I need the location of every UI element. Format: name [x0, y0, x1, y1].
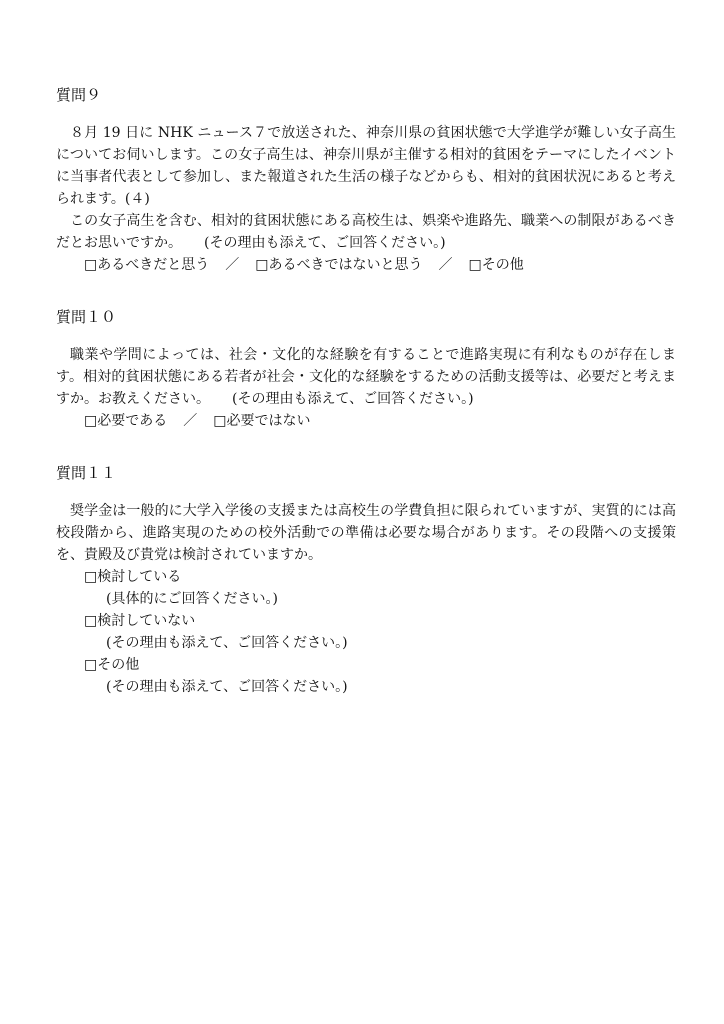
- question-10-prompt: [56, 344, 676, 410]
- question-9-prompt-text: この女子高生を含む、相対的貧困状態にある高校生は、娯楽や進路先、職業への制限があるべきだとお思いですか。: [56, 213, 676, 251]
- option-other-note: (その理由も添えて、ご回答ください。): [106, 679, 348, 695]
- option-should-be[interactable]: □あるべきだと思う: [84, 257, 210, 273]
- question-11-prompt: 奨学金は一般的に大学入学後の支援または高校生の学費負担に限られていますが、実質的には高校段階から、進路実現のための校外活動での準備は必要な場合があります。その段階への支援策を、貴殿及び貴党は検討されていますか。: [56, 503, 676, 563]
- option-considering-note: (具体的にご回答ください。): [106, 591, 278, 607]
- question-10-reason-note: (その理由も添えて、ご回答ください。): [232, 391, 474, 407]
- option-other[interactable]: □その他: [468, 257, 524, 273]
- option-not-necessary[interactable]: □必要ではない: [213, 413, 311, 429]
- option-separator: ／: [183, 413, 198, 429]
- option-considering[interactable]: □検討している: [84, 569, 182, 585]
- option-should-not-be[interactable]: □あるべきではないと思う: [255, 257, 423, 273]
- question-11: [56, 462, 676, 698]
- document-page: [56, 84, 676, 728]
- question-9-reason-note: (その理由も添えて、ご回答ください。): [204, 235, 446, 251]
- question-9-heading: 質問９: [56, 86, 102, 104]
- question-9-options: [56, 254, 676, 276]
- question-9: [56, 84, 676, 276]
- option-other[interactable]: □その他: [84, 657, 140, 673]
- question-10-options: [56, 410, 676, 432]
- question-9-context: ８月 19 日に NHK ニュース７で放送された、神奈川県の貧困状態で大学進学が難しい女子高生についてお伺いします。この女子高生は、神奈川県が主催する相対的貧困をテーマにしたイベントに当事者代表として参加し、また報道された生活の様子などからも、相対的貧困状況にあると考えられます。(４): [56, 125, 676, 207]
- question-10-prompt-text: 職業や学問によっては、社会・文化的な経験を有することで進路実現に有利なものが存在します。相対的貧困状態にある若者が社会・文化的な経験をするための活動支援等は、必要だと考えますか。お教えください。: [56, 347, 676, 407]
- option-not-considering-note: (その理由も添えて、ご回答ください。): [106, 635, 348, 651]
- option-necessary[interactable]: □必要である: [84, 413, 168, 429]
- option-separator: ／: [225, 257, 240, 273]
- question-11-heading: 質問１１: [56, 464, 117, 482]
- option-separator: ／: [438, 257, 453, 273]
- question-9-prompt: [56, 210, 676, 254]
- option-not-considering[interactable]: □検討していない: [84, 613, 196, 629]
- question-10: [56, 306, 676, 432]
- question-10-heading: 質問１０: [56, 308, 117, 326]
